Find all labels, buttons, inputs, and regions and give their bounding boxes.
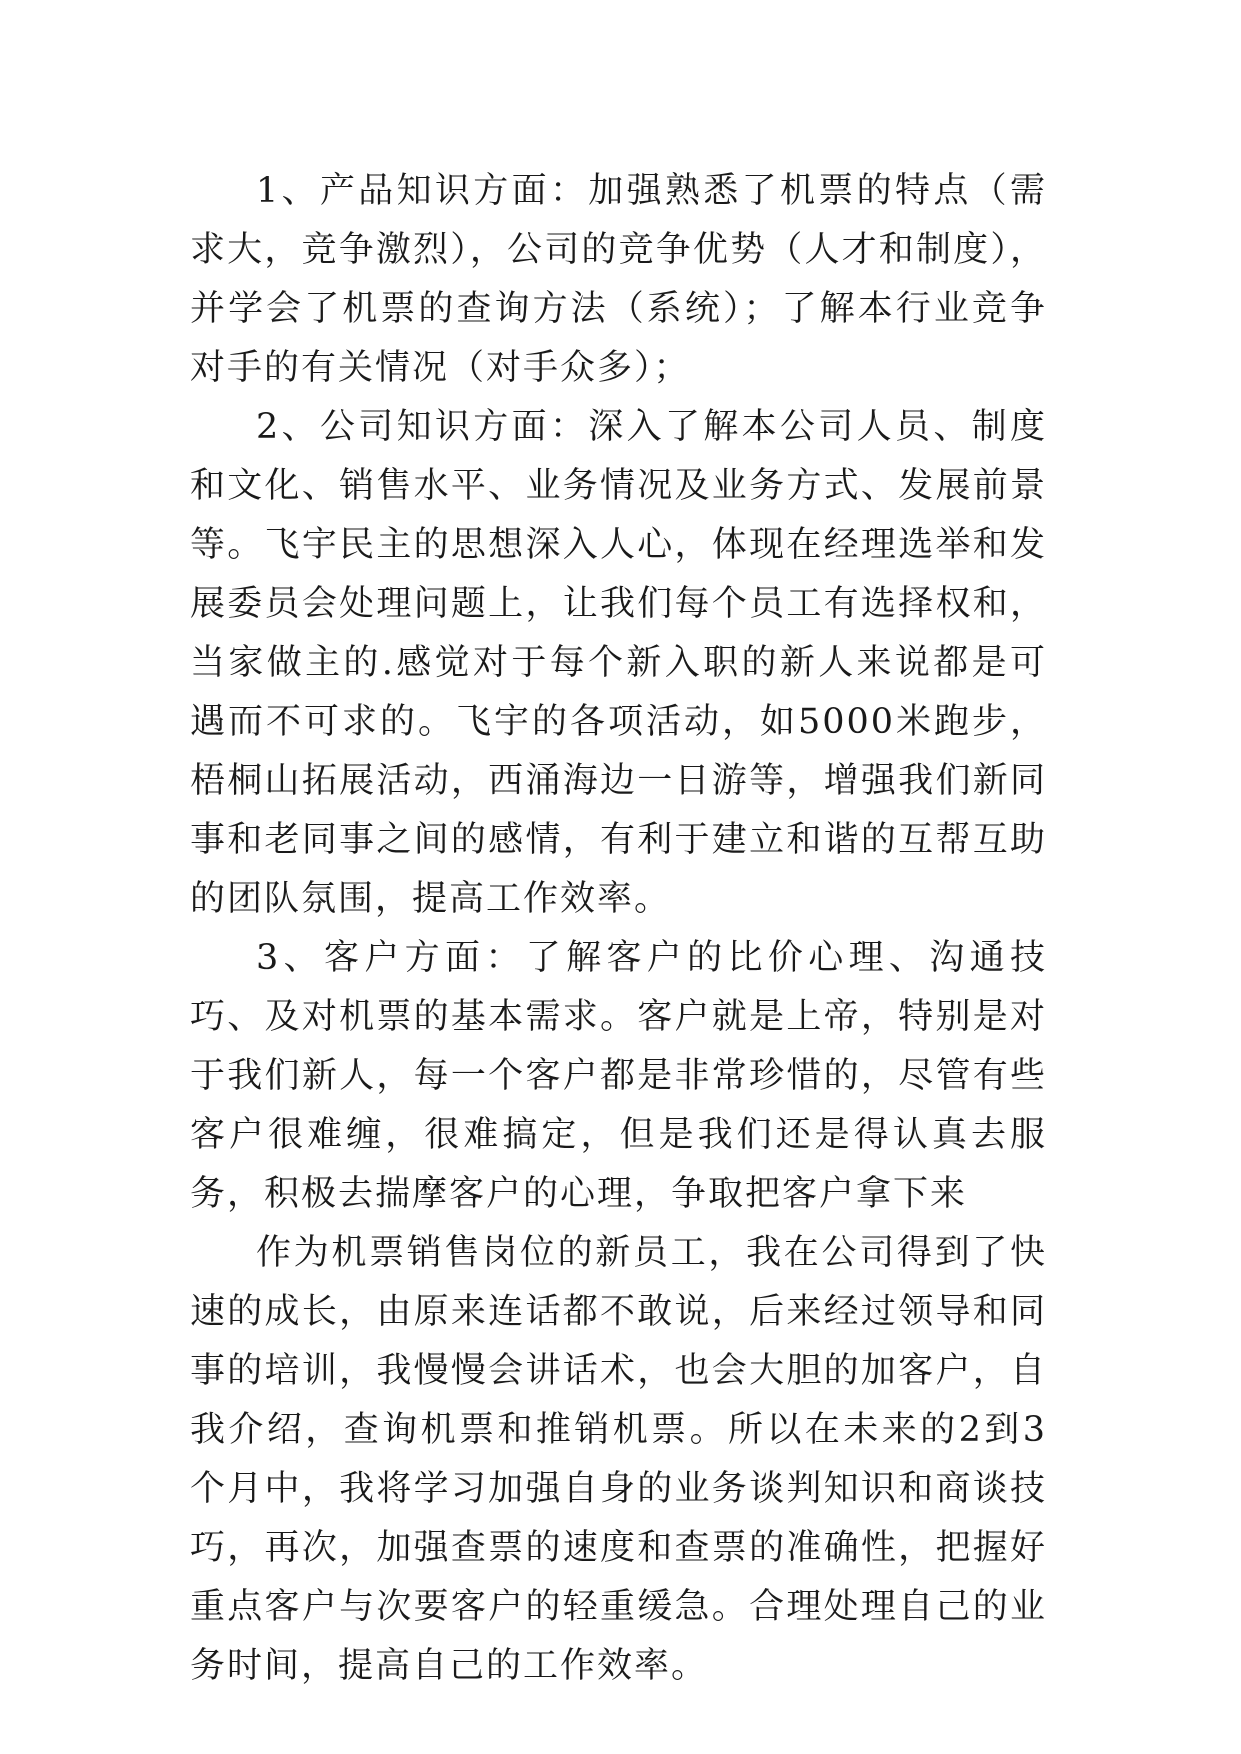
- paragraph-summary: 作为机票销售岗位的新员工，我在公司得到了快速的成长，由原来连话都不敢说，后来经过领导和同事的培训，我慢慢会讲话术，也会大胆的加客户，自我介绍，查询机票和推销机票。所以在未来的2到3个月中，我将学习加强自身的业务谈判知识和商谈技巧，再次，加强查票的速度和查票的准确性，把握好重点客户与次要客户的轻重缓急。合理处理自己的业务时间，提高自己的工作效率。: [190, 1233, 1047, 1686]
- document-body: [190, 162, 1047, 1696]
- paragraph-company-knowledge: 2、公司知识方面：深入了解本公司人员、制度和文化、销售水平、业务情况及业务方式、发展前景等。飞宇民主的思想深入人心，体现在经理选举和发展委员会处理问题上，让我们每个员工有选择权和，当家做主的.感觉对于每个新入职的新人来说都是可遇而不可求的。飞宇的各项活动，如5000米跑步，梧桐山拓展活动，西涌海边一日游等，增强我们新同事和老同事之间的感情，有利于建立和谐的互帮互助的团队氛围，提高工作效率。: [190, 407, 1047, 919]
- paragraph-customer: 3、客户方面：了解客户的比价心理、沟通技巧、及对机票的基本需求。客户就是上帝，特别是对于我们新人，每一个客户都是非常珍惜的，尽管有些客户很难缠，很难搞定，但是我们还是得认真去服务，积极去揣摩客户的心理，争取把客户拿下来: [190, 938, 1047, 1214]
- paragraph-product-knowledge: 1、产品知识方面：加强熟悉了机票的特点（需求大，竞争激烈），公司的竞争优势（人才和制度），并学会了机票的查询方法（系统）；了解本行业竞争对手的有关情况（对手众多）；: [190, 171, 1047, 388]
